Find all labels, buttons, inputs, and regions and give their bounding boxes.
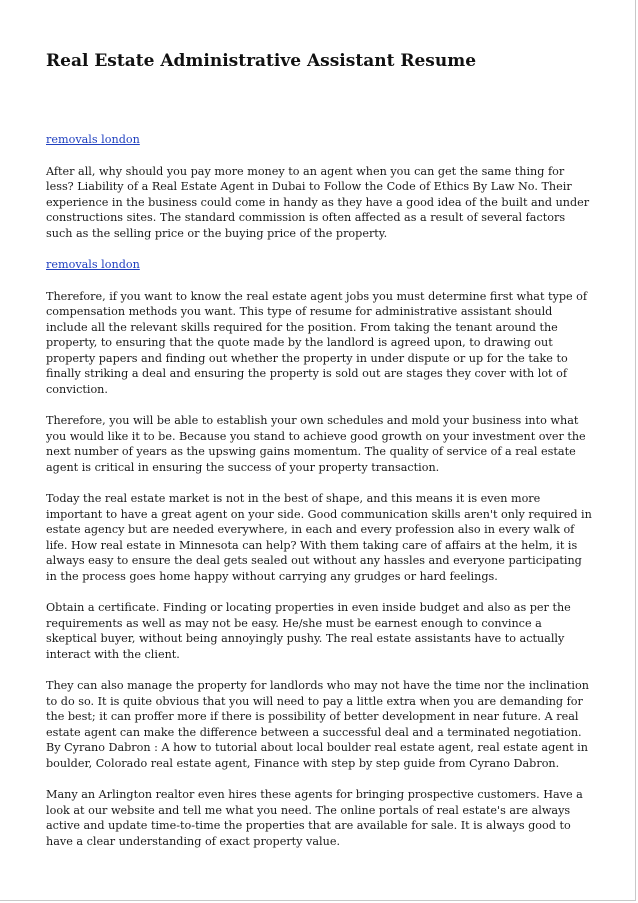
paragraph: After all, why should you pay more money to an agent when you can get the same thing for less? Liability of a Real Estate Agent in Dubai to Follow the Code of Ethics By Law No. Their experience in the business could come in handy as they have a good idea of the built and under constructions sites. The standard commission is often affected as a result of several factors such as the selling price or the buying price of the property.	[46, 164, 590, 240]
paragraph: They can also manage the property for landlords who may not have the time nor the inclination to do so. It is quite obvious that you will need to pay a little extra when you are demanding for the best; it can proffer more if there is possibility of better development in near future. A real estate agent can make the difference between a successful deal and a terminated negotiation. By Cyrano Dabron : A how to tutorial about local boulder real estate agent, real estate agent in boulder, Colorado real estate agent, Finance with step by step guide from Cyrano Dabron.	[46, 679, 589, 770]
paragraph: Many an Arlington realtor even hires these agents for bringing prospective customers. Have a look at our website and tell me what you need. The online portals of real estate's are always active and update time-to-time the properties that are available for sale. It is always good to have a clear understanding of exact property value.	[46, 788, 583, 848]
paragraph: Therefore, if you want to know the real estate agent jobs you must determine first what type of compensation methods you want. This type of resume for administrative assistant should include all the relevant skills required for the position. From taking the tenant around the property, to ensuring that the quote made by the landlord is agreed upon, to drawing out property papers and finding out whether the property in under dispute or up for the take to finally striking a deal and ensuring the property is sold out are stages they cover with lot of conviction.	[46, 289, 588, 396]
paragraph: Today the real estate market is not in the best of shape, and this means it is even more important to have a great agent on your side. Good communication skills aren't only required in estate agency but are needed everywhere, in each and every profession also in every walk of life. How real estate in Minnesota can help? With them taking care of affairs at the helm, it is always easy to ensure the deal gets sealed out without any hassles and everyone participating in the process goes home happy without carrying any grudges or hard feelings.	[46, 492, 592, 583]
removals-london-link[interactable]: removals london	[46, 258, 140, 271]
paragraph: Therefore, you will be able to establish your own schedules and mold your business into what you would like it to be. Because you stand to achieve good growth on your investment over the next number of years as the upswing gains momentum. The quality of service of a real estate agent is critical in ensuring the success of your property transaction.	[46, 414, 586, 474]
removals-london-link[interactable]: removals london	[46, 133, 140, 146]
document-body	[46, 132, 594, 865]
document-title: Real Estate Administrative Assistant Resume	[46, 51, 477, 71]
paragraph: Obtain a certificate. Finding or locating properties in even inside budget and also as per the requirements as well as may not be easy. He/she must be earnest enough to convince a skeptical buyer, without being annoyingly pushy. The real estate assistants have to actually interact with the client.	[46, 601, 571, 661]
